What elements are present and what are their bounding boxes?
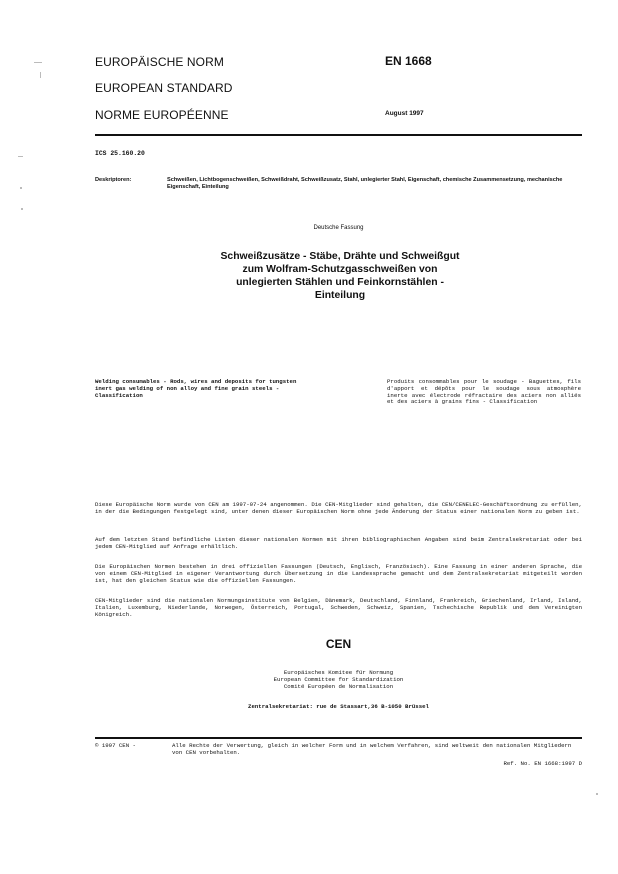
- ics-code: ICS 25.160.20: [95, 150, 145, 157]
- title-line-3: unlegierten Stählen und Feinkornstählen -: [236, 277, 444, 288]
- rights-statement: Alle Rechte der Verwertung, gleich in welcher Form und in welchem Verfahren, sind weltweit den nationalen Mitgliedern von CEN vorbehalten.: [172, 742, 572, 756]
- scan-mark: [21, 208, 23, 210]
- title-line-2: zum Wolfram-Schutzgasschweißen von: [242, 264, 438, 275]
- header-rule: [95, 134, 582, 136]
- body-paragraph-3: Die Europäischen Normen bestehen in drei offiziellen Fassungen (Deutsch, Englisch, Französisch). Eine Fassung in einer anderen Sprache, die von einem CEN-Mitglied in eigener Verantwortung durch Übersetzung in die Landessprache gemacht und dem Zentralsekretariat mitgeteilt worden ist, hat den gleichen Status wie die offiziellen Fassungen.: [95, 563, 582, 584]
- scan-mark: [20, 187, 22, 189]
- body-paragraph-1: Diese Europäische Norm wurde von CEN am 1997-07-24 angenommen. Die CEN-Mitglieder sind gehalten, die CEN/CENELEC-Geschäftsordnung zu erfüllen, in der die Bedingungen festgelegt sind, unter denen dieser Europäischen Norm ohne jede Änderung der Status einer nationalen Norm zu geben ist.: [95, 501, 582, 515]
- scan-mark: [18, 156, 23, 157]
- title-english: Welding consumables - Rods, wires and deposits for tungsten inert gas welding of non alloy and fine grain steels - Classification: [95, 378, 297, 399]
- scan-mark: [596, 793, 598, 795]
- version-label: Deutsche Fassung: [313, 225, 364, 231]
- norm-label-fr: NORME EUROPÉENNE: [95, 108, 229, 122]
- body-paragraph-2: Auf dem letzten Stand befindliche Listen dieser nationalen Normen mit ihren bibliographischen Angaben sind beim Zentralsekretariat oder bei jedem CEN-Mitglied auf Anfrage erhältlich.: [95, 536, 582, 550]
- title-line-4: Einteilung: [314, 290, 366, 301]
- body-paragraph-4: CEN-Mitglieder sind die nationalen Normungsinstitute von Belgien, Dänemark, Deutschland, Finnland, Frankreich, Griechenland, Irland, Island, Italien, Luxemburg, Niederlande, Norwegen, Österreich, Portugal, Schweden, Schweiz, Spanien, Tschechische Republik und dem Vereinigten Königreich.: [95, 597, 582, 618]
- cen-address: Zentralsekretariat: rue de Stassart,36 B-1050 Brüssel: [248, 703, 429, 710]
- descriptors-text: Schweißen, Lichtbogenschweißen, Schweißdraht, Schweißzusatz, Stahl, unlegierter Stahl, Eigenschaft, chemische Zusammensetzung, mechanische Eigenschaft, Einteilung: [167, 177, 563, 191]
- copyright-notice: © 1997 CEN -: [95, 742, 136, 749]
- document-title: [130, 250, 550, 302]
- scan-mark: [34, 62, 42, 63]
- cen-logo: CEN: [325, 637, 352, 651]
- norm-label-de: EUROPÄISCHE NORM: [95, 55, 224, 69]
- publication-date: August 1997: [385, 110, 424, 117]
- reference-number: Ref. No. EN 1668:1997 D: [503, 760, 582, 767]
- norm-label-en: EUROPEAN STANDARD: [95, 81, 233, 95]
- standard-number: EN 1668: [385, 54, 432, 68]
- cen-name-fr: Comité Européen de Normalisation: [283, 683, 394, 690]
- footer-rule: [95, 737, 582, 739]
- cen-name-de: Europäisches Komitee für Normung: [283, 669, 394, 676]
- descriptors-label: Deskriptoren:: [95, 177, 132, 183]
- scan-mark: [40, 72, 41, 78]
- title-line-1: Schweißzusätze - Stäbe, Drähte und Schweißgut: [220, 251, 460, 262]
- cen-name-en: European Committee for Standardization: [273, 676, 404, 683]
- title-french: Produits consommables pour le soudage - Baguettes, fils d'apport et dépôts pour le soudage sous atmosphère inerte avec électrode réfractaire des aciers non alliés et des aciers à grains fins - Classification: [387, 378, 581, 406]
